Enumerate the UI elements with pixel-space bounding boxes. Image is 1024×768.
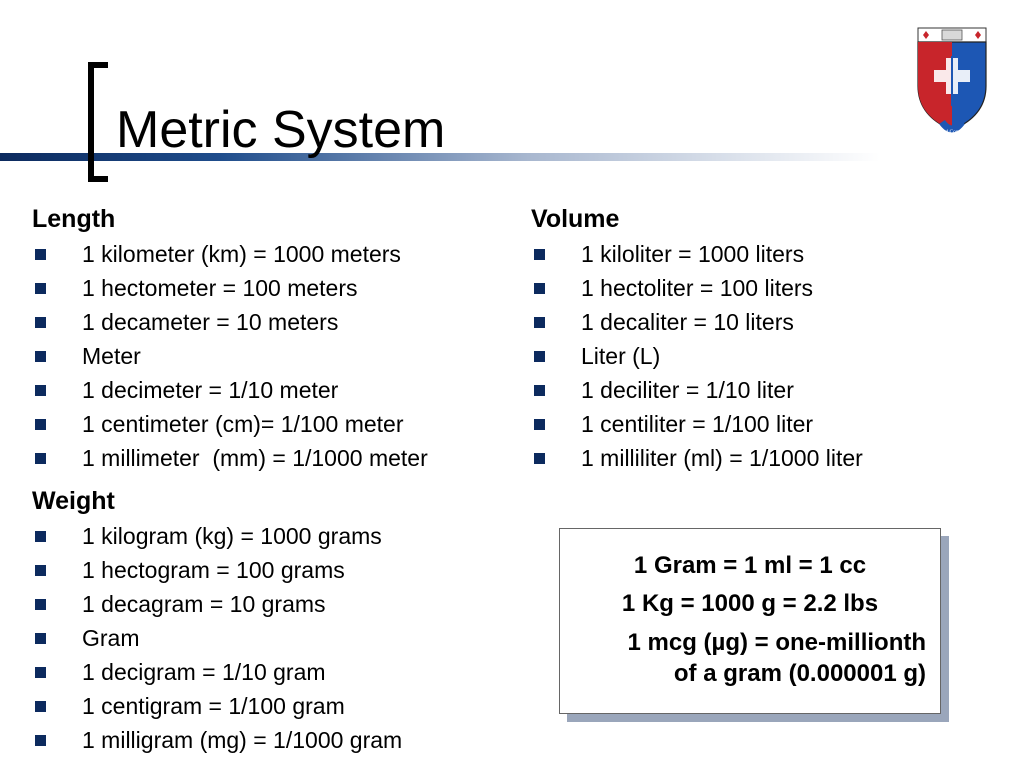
list-item: 1 decameter = 10 meters — [32, 305, 428, 339]
list-item: 1 centiliter = 1/100 liter — [531, 407, 863, 441]
list-item: 1 centigram = 1/100 gram — [32, 689, 402, 723]
svg-text:Trust and Compassion: Trust and Compassion — [927, 129, 977, 135]
list-item: Gram — [32, 621, 402, 655]
weight-heading: Weight — [32, 487, 115, 515]
weight-list — [32, 519, 402, 757]
list-item: 1 hectogram = 100 grams — [32, 553, 402, 587]
conversion-line: of a gram (0.000001 g) — [673, 660, 926, 687]
volume-list — [531, 237, 863, 475]
list-item: 1 decimeter = 1/10 meter — [32, 373, 428, 407]
volume-heading: Volume — [531, 205, 620, 233]
list-item: 1 kiloliter = 1000 liters — [531, 237, 863, 271]
list-item: 1 hectometer = 100 meters — [32, 271, 428, 305]
list-item: Meter — [32, 339, 428, 373]
conversion-line: 1 Gram = 1 ml = 1 cc — [633, 552, 867, 579]
list-item: 1 milliliter (ml) = 1/1000 liter — [531, 441, 863, 475]
crest-logo — [912, 24, 992, 142]
list-item: 1 deciliter = 1/10 liter — [531, 373, 863, 407]
list-item: 1 kilogram (kg) = 1000 grams — [32, 519, 402, 553]
list-item: 1 decigram = 1/10 gram — [32, 655, 402, 689]
list-item: 1 decagram = 10 grams — [32, 587, 402, 621]
list-item: Liter (L) — [531, 339, 863, 373]
list-item: 1 milligram (mg) = 1/1000 gram — [32, 723, 402, 757]
length-list — [32, 237, 428, 475]
title-bracket — [88, 62, 108, 182]
list-item: 1 millimeter (mm) = 1/1000 meter — [32, 441, 428, 475]
list-item: 1 decaliter = 10 liters — [531, 305, 863, 339]
length-heading: Length — [32, 205, 116, 233]
conversion-line: 1 mcg (µg) = one-millionth — [627, 629, 926, 656]
list-item: 1 kilometer (km) = 1000 meters — [32, 237, 428, 271]
list-item: 1 centimeter (cm)= 1/100 meter — [32, 407, 428, 441]
conversion-line: 1 Kg = 1000 g = 2.2 lbs — [621, 590, 879, 617]
conversion-box — [559, 528, 941, 714]
list-item: 1 hectoliter = 100 liters — [531, 271, 863, 305]
slide-title: Metric System — [116, 101, 446, 159]
